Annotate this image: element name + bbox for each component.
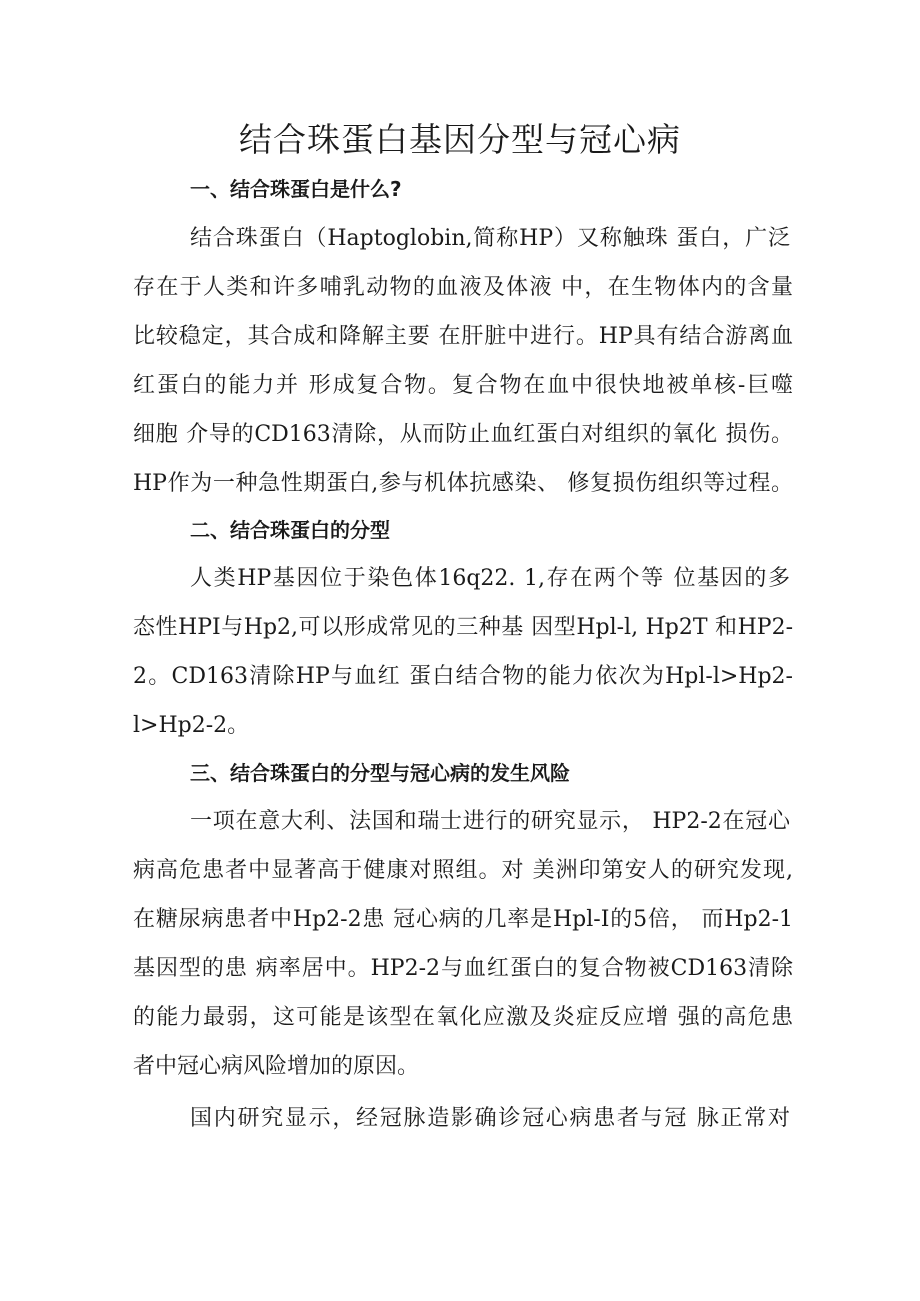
section-heading: 二、结合珠蛋白的分型 — [190, 518, 390, 542]
paragraph-line: 国内研究显示，经冠脉造影确诊冠心病患者与冠 脉正常对 — [190, 1106, 790, 1131]
paragraph-line: 者中冠心病风险增加的原因。 — [133, 1054, 420, 1079]
paragraph-line: 的能力最弱，这可能是该型在氧化应激及炎症反应增 强的高危患 — [133, 1005, 793, 1030]
paragraph-line: 态性HPI与Hp2,可以形成常见的三种基 因型Hpl-l, Hp2T 和HP2- — [133, 615, 793, 640]
paragraph-line: 在糖尿病患者中Hp2-2患 冠心病的几率是Hpl-I的5倍， 而Hp2-1 — [133, 907, 793, 932]
paragraph-line: 基因型的患 病率居中。HP2-2与血红蛋白的复合物被CD163清除 — [133, 956, 793, 981]
paragraph-line: 人类HP基因位于染色体16q22. 1,存在两个等 位基因的多 — [190, 566, 790, 591]
paragraph-line: 结合珠蛋白（Haptoglobin,简称HP）又称触珠 蛋白，广泛 — [190, 226, 790, 251]
paragraph-line: 一项在意大利、法国和瑞士进行的研究显示， HP2-2在冠心 — [190, 809, 790, 834]
paragraph-line: 细胞 介导的CD163清除，从而防止血红蛋白对组织的氧化 损伤。 — [133, 422, 793, 447]
paragraph-line: 病高危患者中显著高于健康对照组。对 美洲印第安人的研究发现, — [133, 858, 793, 883]
paragraph-line: HP作为一种急性期蛋白,参与机体抗感染、 修复损伤组织等过程。 — [133, 471, 793, 496]
document-title: 结合珠蛋白基因分型与冠心病 — [239, 120, 681, 159]
paragraph-line: 红蛋白的能力并 形成复合物。复合物在血中很快地被单核-巨噬 — [133, 373, 793, 398]
section-heading: 一、结合珠蛋白是什么? — [190, 177, 402, 201]
paragraph-line: 2。CD163清除HP与血红 蛋白结合物的能力依次为Hpl-l>Hp2- — [133, 664, 793, 689]
section-heading: 三、结合珠蛋白的分型与冠心病的发生风险 — [190, 761, 570, 785]
paragraph-line: 比较稳定，其合成和降解主要 在肝脏中进行。HP具有结合游离血 — [133, 324, 793, 349]
paragraph-line: l>Hp2-2。 — [133, 713, 250, 738]
paragraph-line: 存在于人类和许多哺乳动物的血液及体液 中，在生物体内的含量 — [133, 275, 793, 300]
